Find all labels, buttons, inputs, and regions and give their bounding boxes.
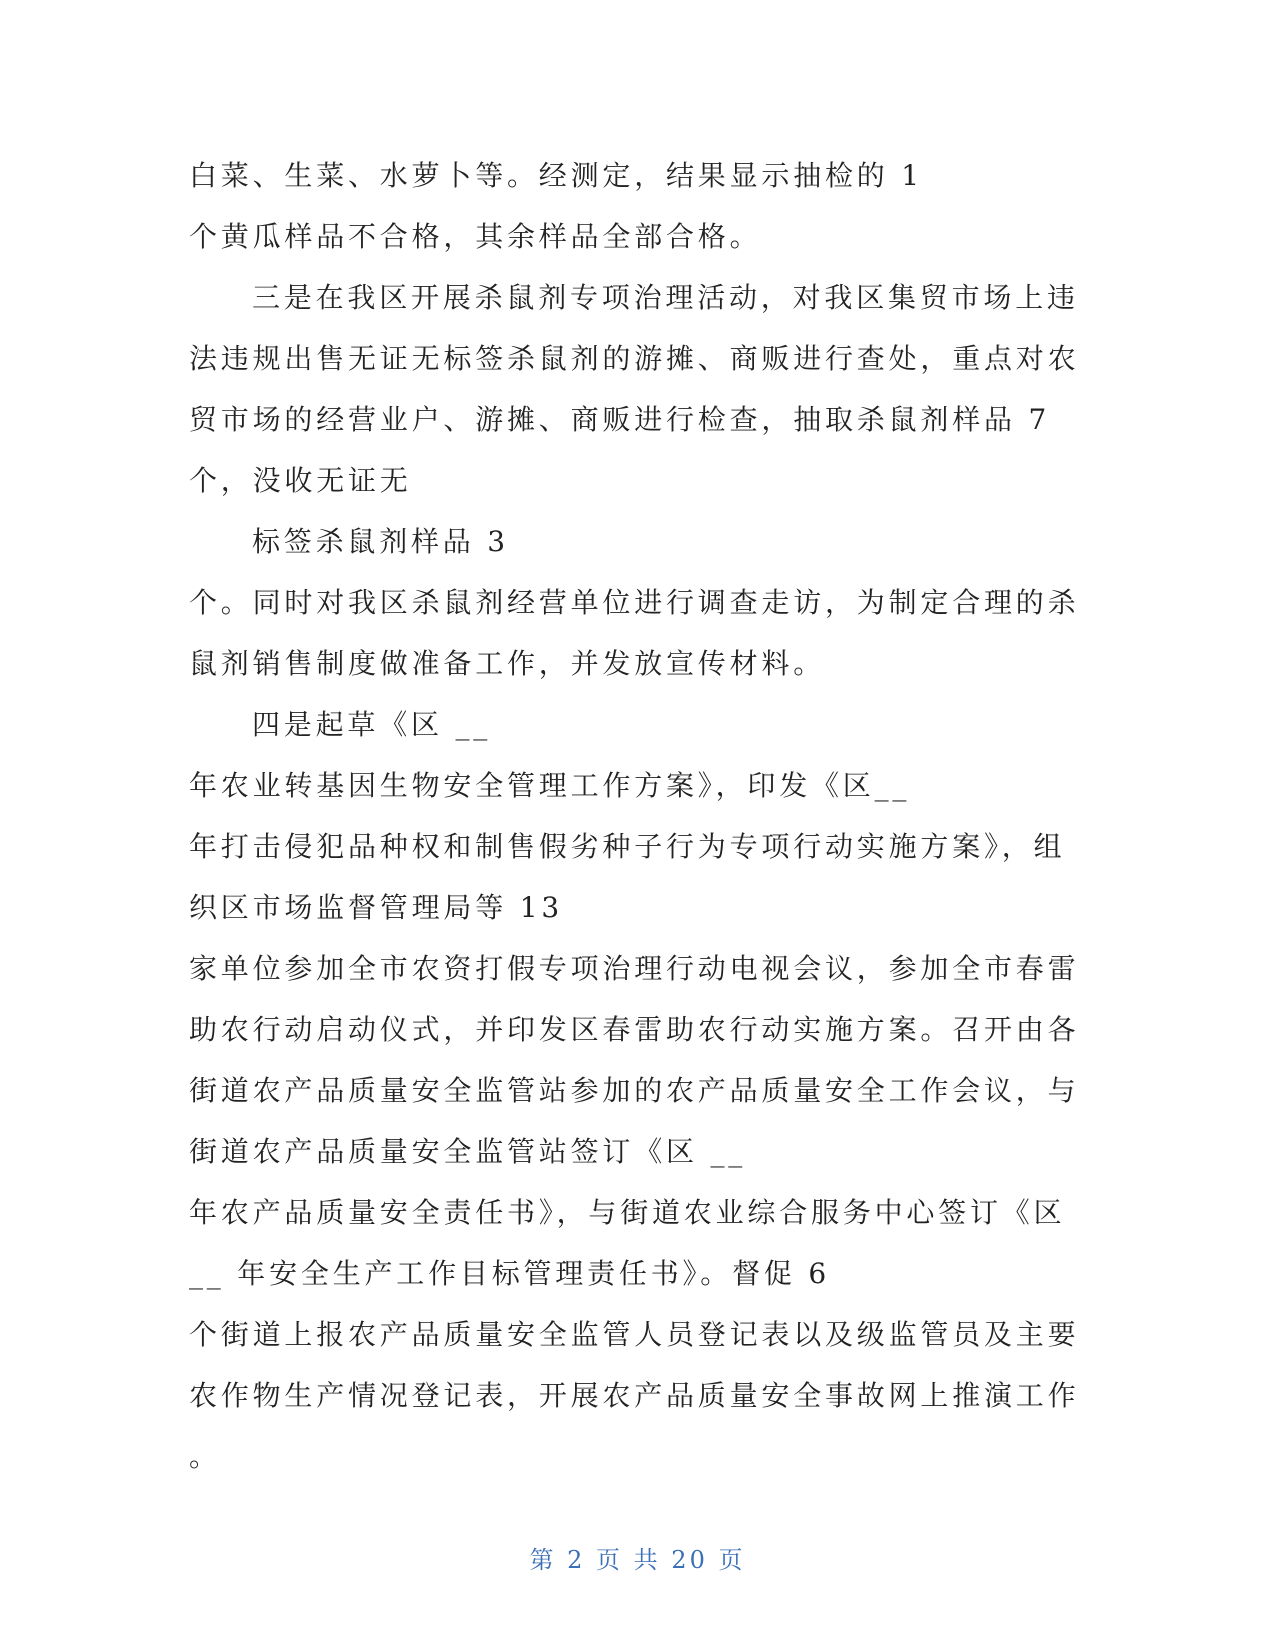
text-line: 助农行动启动仪式，并印发区春雷助农行动实施方案。召开由各: [189, 1013, 1080, 1046]
text-line: 织区市场监督管理局等 13: [189, 891, 563, 924]
text-line: 街道农产品质量安全监管站参加的农产品质量安全工作会议，与: [189, 1074, 1080, 1107]
text-line: 法违规出售无证无标签杀鼠剂的游摊、商贩进行查处，重点对农: [189, 342, 1080, 375]
document-body: [189, 145, 1089, 1487]
text-line: 。: [189, 1440, 221, 1473]
text-line: 农作物生产情况登记表，开展农产品质量安全事故网上推演工作: [189, 1379, 1080, 1412]
text-line: 年农业转基因生物安全管理工作方案》，印发《区__: [189, 769, 911, 802]
text-line: 三是在我区开展杀鼠剂专项治理活动，对我区集贸市场上违: [252, 281, 1079, 314]
text-line: 个街道上报农产品质量安全监管人员登记表以及级监管员及主要: [189, 1318, 1080, 1351]
text-line: 标签杀鼠剂样品 3: [252, 525, 509, 558]
text-line: __ 年安全生产工作目标管理责任书》。督促 6: [189, 1257, 831, 1290]
text-line: 贸市场的经营业户、游摊、商贩进行检查，抽取杀鼠剂样品 7: [189, 403, 1051, 436]
text-line: 白菜、生菜、水萝卜等。经测定，结果显示抽检的 1: [189, 159, 923, 192]
text-line: 个，没收无证无: [189, 464, 412, 497]
text-line: 年农产品质量安全责任书》，与街道农业综合服务中心签订《区: [189, 1196, 1066, 1229]
text-line: 鼠剂销售制度做准备工作，并发放宣传材料。: [189, 647, 826, 680]
text-line: 个黄瓜样品不合格，其余样品全部合格。: [189, 220, 762, 253]
text-line: 街道农产品质量安全监管站签订《区 __: [189, 1135, 747, 1168]
page-number-footer: 第 2 页 共 20 页: [529, 1546, 746, 1574]
text-line: 四是起草《区 __: [252, 708, 492, 741]
text-line: 家单位参加全市农资打假专项治理行动电视会议，参加全市春雷: [189, 952, 1080, 985]
text-line: 年打击侵犯品种权和制售假劣种子行为专项行动实施方案》，组: [189, 830, 1066, 863]
text-line: 个。同时对我区杀鼠剂经营单位进行调查走访，为制定合理的杀: [189, 586, 1080, 619]
